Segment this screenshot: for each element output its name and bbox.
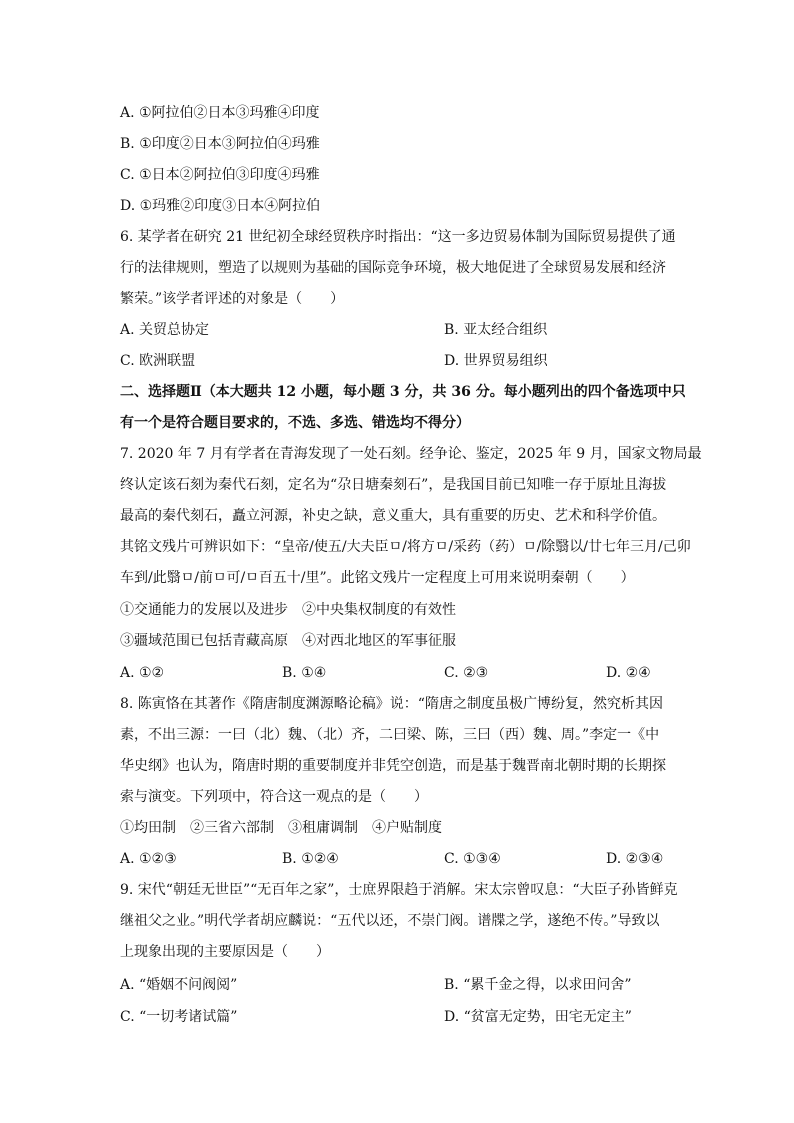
q8-stem-line: 8. 陈寅恪在其著作《隋唐制度渊源略论稿》说：“隋唐之制度虽极广博纷复，然究析其因 bbox=[120, 696, 663, 712]
q5-option-b: B. ①印度②日本③阿拉伯④玛雅 bbox=[120, 136, 320, 152]
q6-stem-line: 行的法律规则，塑造了以规则为基础的国际竞争环境，极大地促进了全球贸易发展和经济 bbox=[120, 260, 666, 276]
q5-option-d: D. ①玛雅②印度③日本④阿拉伯 bbox=[120, 198, 321, 214]
q8-stem-line: 华史纲》也认为，隋唐时期的重要制度并非凭空创造，而是基于魏晋南北朝时期的长期探 bbox=[120, 758, 666, 774]
q9-option-c: C. “一切考诸试篇” bbox=[120, 1009, 238, 1025]
q6-stem-line: 6. 某学者在研究 21 世纪初全球经贸秩序时指出：“这一多边贸易体制为国际贸易提供了通 bbox=[120, 229, 676, 245]
q7-stem-line: 其铭文残片可辨识如下：“皇帝/使五/大夫臣ㅁ/将方ㅁ/采药（药）ㅁ/除翳以/廿七年三月/己卯 bbox=[120, 539, 691, 555]
q7-stem-line: 车到/此翳ㅁ/前ㅁ可/ㅁ百五十/里”。此铭文残片一定程度上可用来说明秦朝（ ） bbox=[120, 570, 635, 586]
q9-option-a: A. “婚姻不问阀阅” bbox=[120, 977, 238, 993]
q8-option-c: C. ①③④ bbox=[444, 851, 501, 867]
q7-option-c: C. ②③ bbox=[444, 665, 489, 681]
q7-statements: ①交通能力的发展以及进步 ②中央集权制度的有效性 bbox=[120, 602, 456, 618]
q7-option-b: B. ①④ bbox=[282, 665, 327, 681]
q7-stem-line: 最高的秦代刻石，矗立河源，补史之缺，意义重大，具有重要的历史、艺术和科学价值。 bbox=[120, 508, 666, 524]
q8-stem-line: 素，不出三源：一曰（北）魏、（北）齐，二曰梁、陈，三曰（西）魏、周。”李定一《中 bbox=[120, 727, 660, 743]
q6-option-a: A. 关贸总协定 bbox=[120, 322, 210, 338]
q9-option-b: B. “累千金之得，以求田问舍” bbox=[444, 977, 632, 993]
q6-stem-line: 繁荣。”该学者评述的对象是（ ） bbox=[120, 291, 345, 307]
q8-statements: ①均田制 ②三省六部制 ③租庸调制 ④户贴制度 bbox=[120, 820, 442, 836]
q9-stem-line: 上现象出现的主要原因是（ ） bbox=[120, 944, 330, 960]
q5-option-c: C. ①日本②阿拉伯③印度④玛雅 bbox=[120, 167, 320, 183]
q6-option-d: D. 世界贸易组织 bbox=[444, 353, 548, 369]
q8-option-d: D. ②③④ bbox=[606, 851, 664, 867]
q6-option-b: B. 亚太经合组织 bbox=[444, 322, 548, 338]
q9-option-d: D. “贫富无定势，田宅无定主” bbox=[444, 1009, 632, 1025]
q7-stem-line: 7. 2020 年 7 月有学者在青海发现了一处石刻。经争论、鉴定，2025 年 9 月，国家文物局最 bbox=[120, 446, 702, 462]
q5-option-a: A. ①阿拉伯②日本③玛雅④印度 bbox=[120, 105, 320, 121]
q9-stem-line: 继祖父之业。”明代学者胡应麟说：“五代以还，不崇门阀。谱牒之学，遂绝不传。”导致以 bbox=[120, 913, 660, 929]
q6-option-c: C. 欧洲联盟 bbox=[120, 353, 196, 369]
q9-stem-line: 9. 宋代“朝廷无世臣”“无百年之家”，士庶界限趋于消解。宋太宗曾叹息：“大臣子孙皆鲜克 bbox=[120, 882, 678, 898]
q7-option-d: D. ②④ bbox=[606, 665, 651, 681]
q8-option-a: A. ①②③ bbox=[120, 851, 177, 867]
q8-stem-line: 索与演变。下列项中，符合这一观点的是（ ） bbox=[120, 789, 428, 805]
q7-statements: ③疆域范围已包括青藏高原 ④对西北地区的军事征服 bbox=[120, 633, 456, 649]
section-heading: 二、选择题Ⅱ（本大题共 12 小题，每小题 3 分，共 36 分。每小题列出的四个备选项中只 bbox=[120, 384, 686, 400]
q7-option-a: A. ①② bbox=[120, 665, 165, 681]
section-heading: 有一个是符合题目要求的，不选、多选、错选均不得分） bbox=[120, 415, 470, 431]
q7-stem-line: 终认定该石刻为秦代石刻，定名为“尕日塘秦刻石”，是我国目前已知唯一存于原址且海拔 bbox=[120, 477, 667, 493]
q8-option-b: B. ①②④ bbox=[282, 851, 339, 867]
